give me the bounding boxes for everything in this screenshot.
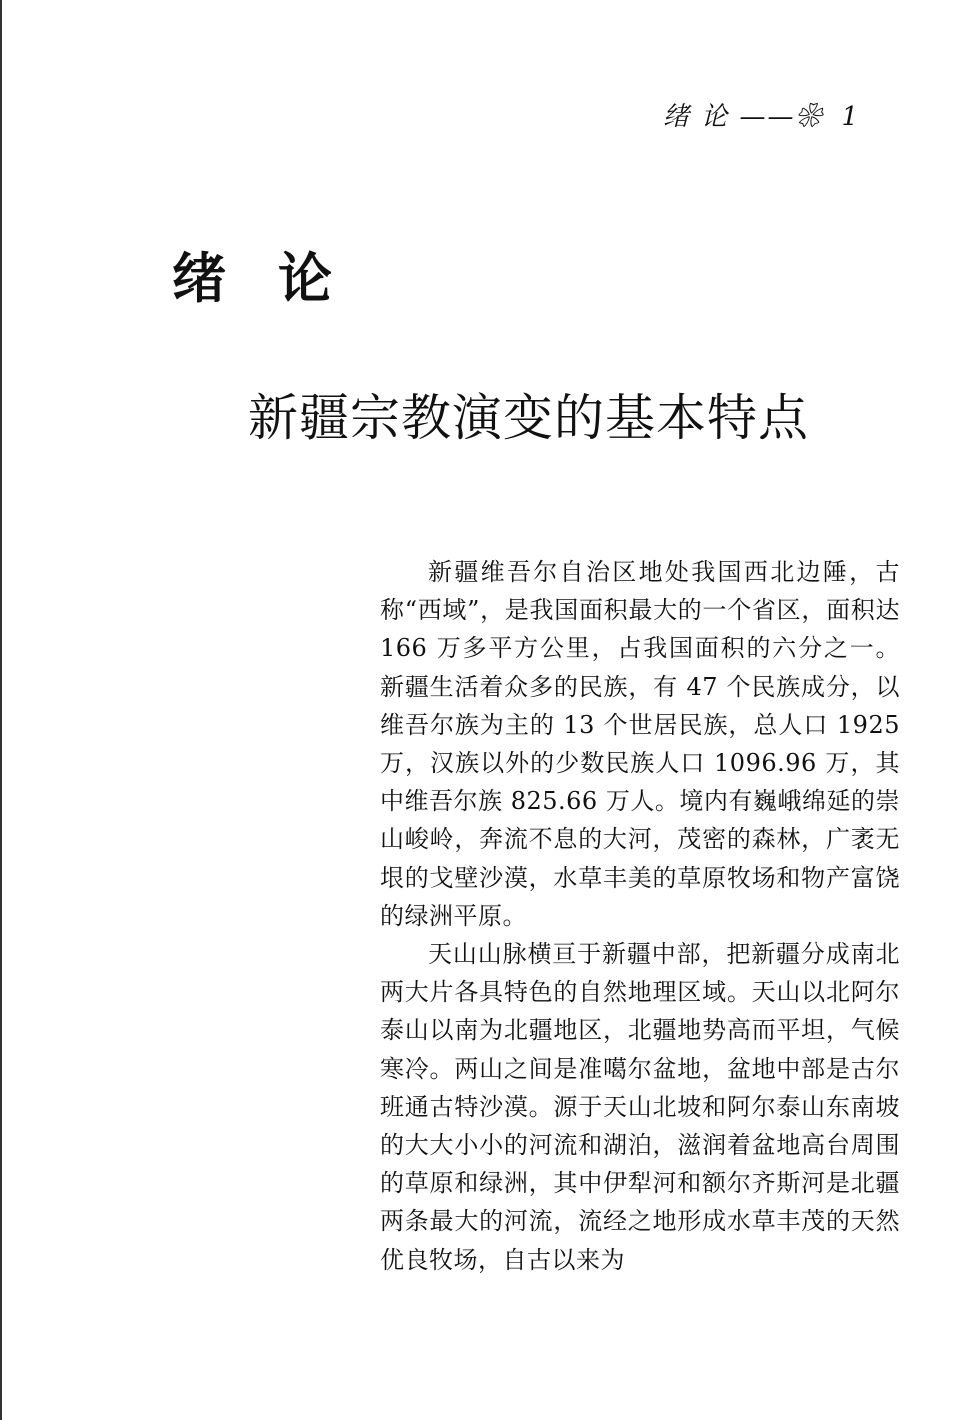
body-text [380, 553, 900, 1279]
running-header-title: 绪 论 ——❀ [662, 102, 824, 132]
page-number: 1 [841, 102, 860, 132]
paragraph-1: 新疆维吾尔自治区地处我国西北边陲，古称“西域”，是我国面积最大的一个省区，面积达 166 万多平方公里，占我国面积的六分之一。新疆生活着众多的民族，有 47 个民族成分，以维吾尔族为主的 13 个世居民族，总人口 1925 万，汉族以外的少数民族人口 1096.96 万，其中维吾尔族 825.66 万人。境内有巍峨绵延的崇山峻岭，奔流不息的大河，茂密的森林，广袤无垠的戈壁沙漠，水草丰美的草原牧场和物产富饶的绿洲平原。 [380, 558, 900, 930]
running-header [663, 96, 860, 133]
section-title: 新疆宗教演变的基本特点 [248, 389, 809, 447]
chapter-title: 绪论 [172, 247, 384, 310]
page-edge [0, 0, 2, 1420]
paragraph-2: 天山山脉横亘于新疆中部，把新疆分成南北两大片各具特色的自然地理区域。天山以北阿尔泰山以南为北疆地区，北疆地势高而平坦，气候寒冷。两山之间是准噶尔盆地，盆地中部是古尔班通古特沙漠。源于天山北坡和阿尔泰山东南坡的大大小小的河流和湖泊，滋润着盆地高台周围的草原和绿洲，其中伊犁河和额尔齐斯河是北疆两条最大的河流，流经之地形成水草丰茂的天然优良牧场，自古以来为 [380, 940, 900, 1274]
